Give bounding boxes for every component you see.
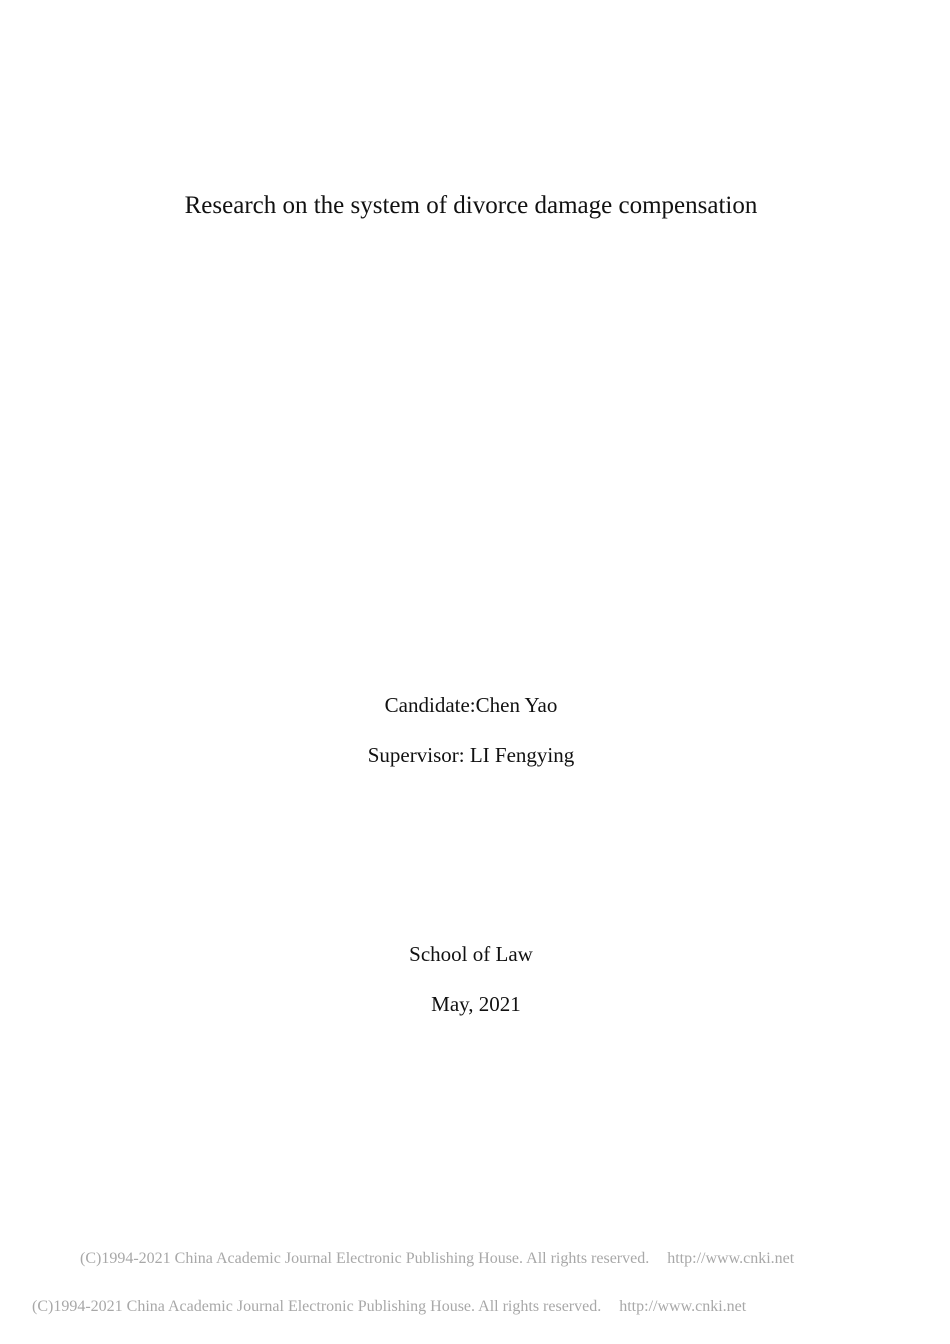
supervisor-line: Supervisor: LI Fengying (367, 743, 575, 767)
copyright-footer (32, 1297, 746, 1317)
copyright-text: (C)1994-2021 China Academic Journal Electronic Publishing House. All rights reserved. (32, 1298, 602, 1315)
candidate-line: Candidate:Chen Yao (384, 693, 558, 717)
footer-link[interactable]: http://www.cnki.net (619, 1298, 747, 1315)
footer-link[interactable]: http://www.cnki.net (667, 1250, 795, 1267)
school-line: School of Law (409, 942, 533, 966)
date-line: May, 2021 (431, 992, 521, 1016)
copyright-text: (C)1994-2021 China Academic Journal Electronic Publishing House. All rights reserved. (80, 1250, 650, 1267)
copyright-footer (80, 1249, 794, 1269)
thesis-title: Research on the system of divorce damage compensation (184, 192, 758, 219)
